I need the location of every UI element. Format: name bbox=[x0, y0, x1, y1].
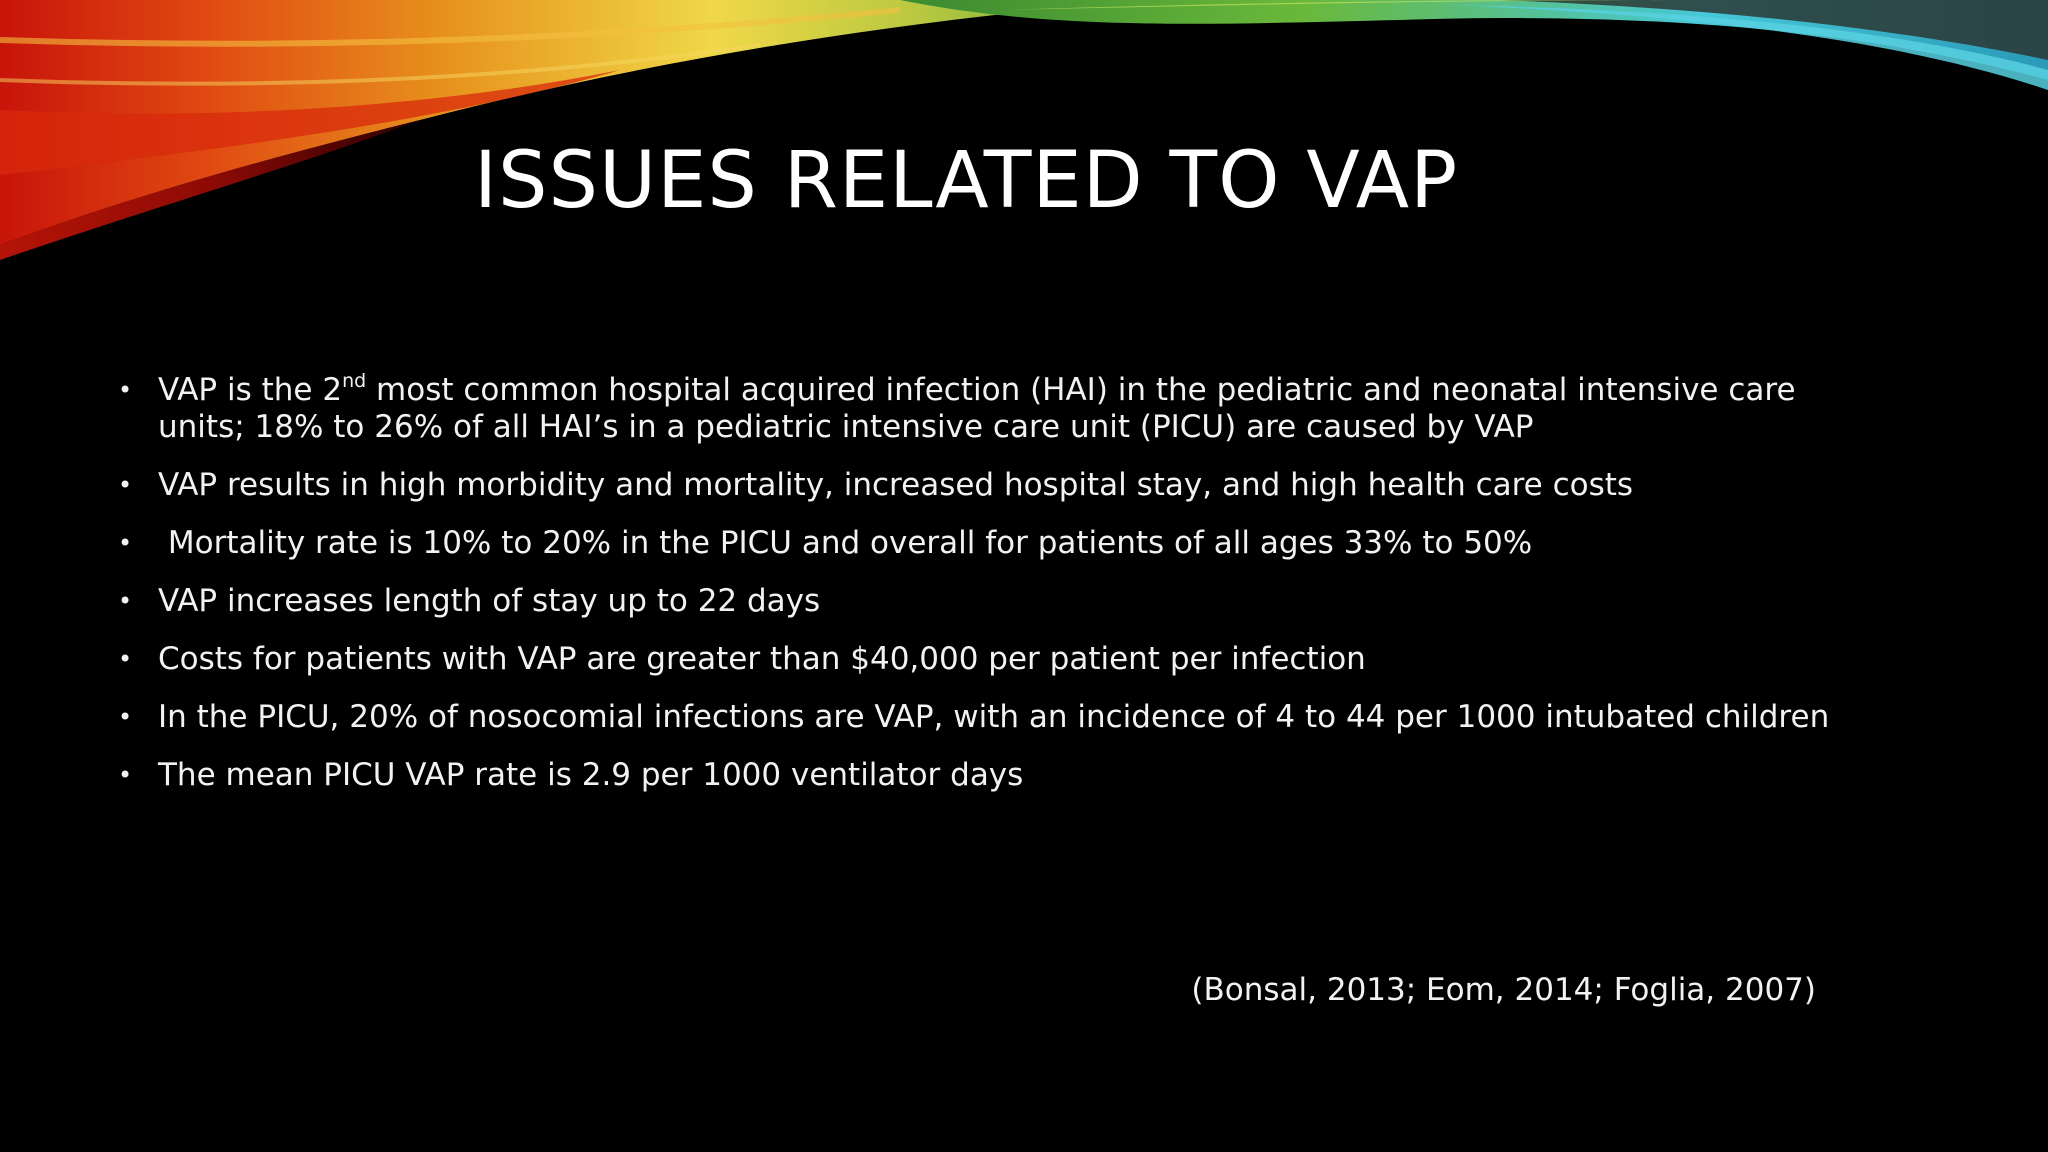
bullet-marker: • bbox=[118, 471, 133, 499]
bullet-item bbox=[118, 757, 1838, 794]
bullet-text: In the PICU, 20% of nosocomial infections are VAP, with an incidence of 4 to 44 per 1000 intubated children bbox=[158, 699, 1830, 735]
bullet-text: Costs for patients with VAP are greater than $40,000 per patient per infection bbox=[158, 641, 1366, 677]
bullet-text: Mortality rate is 10% to 20% in the PICU and overall for patients of all ages 33% to 50% bbox=[158, 525, 1533, 561]
bullet-item bbox=[118, 467, 1838, 504]
citation: (Bonsal, 2013; Eom, 2014; Foglia, 2007) bbox=[1191, 972, 1816, 1008]
bullet-item bbox=[118, 641, 1838, 678]
bullet-marker: • bbox=[118, 376, 133, 404]
bullet-marker: • bbox=[118, 587, 133, 615]
bullet-marker: • bbox=[118, 761, 133, 789]
bullet-item bbox=[118, 372, 1838, 446]
superscript: nd bbox=[342, 370, 367, 392]
bullet-marker: • bbox=[118, 529, 133, 557]
bullet-item bbox=[118, 699, 1838, 736]
bullet-text: VAP results in high morbidity and mortality, increased hospital stay, and high health care costs bbox=[158, 467, 1634, 503]
bullet-list bbox=[118, 372, 1838, 815]
bullet-marker: • bbox=[118, 703, 133, 731]
bullet-item bbox=[118, 583, 1838, 620]
slide-title: ISSUES RELATED TO VAP bbox=[474, 136, 1459, 226]
bullet-marker: • bbox=[118, 645, 133, 673]
bullet-text: VAP increases length of stay up to 22 days bbox=[158, 583, 821, 619]
bullet-item bbox=[118, 525, 1838, 562]
bullet-text: VAP is the 2nd most common hospital acquired infection (HAI) in the pediatric and neonatal intensive care units; 18% to 26% of all HAI’s in a pediatric intensive care unit (PICU) are caused by VAP bbox=[158, 370, 1796, 445]
bullet-text: The mean PICU VAP rate is 2.9 per 1000 ventilator days bbox=[158, 757, 1024, 793]
